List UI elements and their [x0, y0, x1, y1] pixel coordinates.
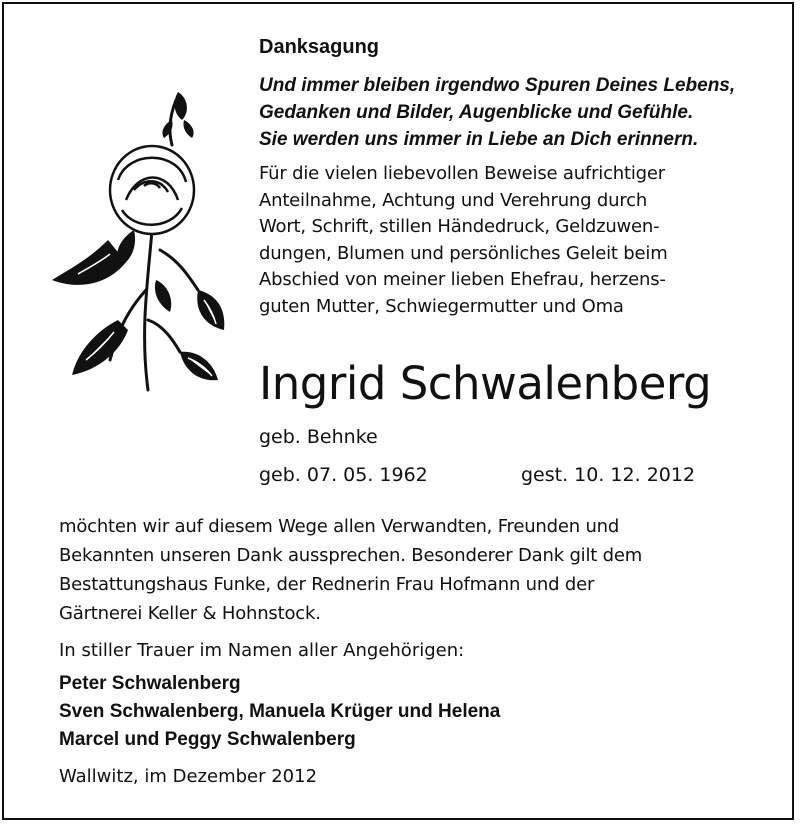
intro-line: Wort, Schrift, stillen Händedruck, Geldzuwen-	[259, 216, 660, 237]
place-date: Wallwitz, im Dezember 2012	[59, 766, 318, 787]
mourning-line: In stiller Trauer im Namen aller Angehörigen:	[59, 640, 465, 661]
thanks-line: Bekannten unseren Dank aussprechen. Besonderer Dank gilt dem	[59, 545, 643, 566]
thanks-paragraph	[59, 512, 754, 628]
motto-line: Sie werden uns immer in Liebe an Dich erinnern.	[259, 129, 699, 150]
motto-line: Und immer bleiben irgendwo Spuren Deines Lebens,	[259, 75, 736, 96]
deceased-name: Ingrid Schwalenberg	[259, 357, 712, 410]
maiden-name: geb. Behnke	[259, 426, 378, 448]
signer: Sven Schwalenberg, Manuela Krüger und Helena	[59, 701, 501, 722]
death-date: gest. 10. 12. 2012	[521, 464, 696, 486]
intro-line: guten Mutter, Schwiegermutter und Oma	[259, 295, 624, 317]
rose-icon	[48, 90, 228, 410]
intro-line: Abschied von meiner lieben Ehefrau, herzens-	[259, 269, 666, 290]
intro-line: Anteilnahme, Achtung und Verehrung durch	[259, 189, 648, 211]
intro-paragraph	[259, 161, 754, 320]
obituary-card	[2, 2, 794, 820]
notice-heading: Danksagung	[259, 36, 380, 58]
signer: Marcel und Peggy Schwalenberg	[59, 729, 356, 750]
thanks-line: möchten wir auf diesem Wege allen Verwandten, Freunden und	[59, 516, 620, 537]
thanks-line: Bestattungshaus Funke, der Rednerin Frau Hofmann und der	[59, 574, 595, 595]
thanks-line: Gärtnerei Keller & Hohnstock.	[59, 603, 321, 624]
birth-date: geb. 07. 05. 1962	[259, 464, 428, 486]
intro-line: dungen, Blumen und persönliches Geleit beim	[259, 242, 668, 264]
motto-verse	[259, 72, 754, 153]
intro-line: Für die vielen liebevollen Beweise aufrichtiger	[259, 163, 665, 184]
signer: Peter Schwalenberg	[59, 673, 241, 694]
motto-line: Gedanken und Bilder, Augenblicke und Gefühle.	[259, 102, 694, 123]
header-block	[259, 34, 754, 320]
signers-list	[59, 670, 500, 754]
